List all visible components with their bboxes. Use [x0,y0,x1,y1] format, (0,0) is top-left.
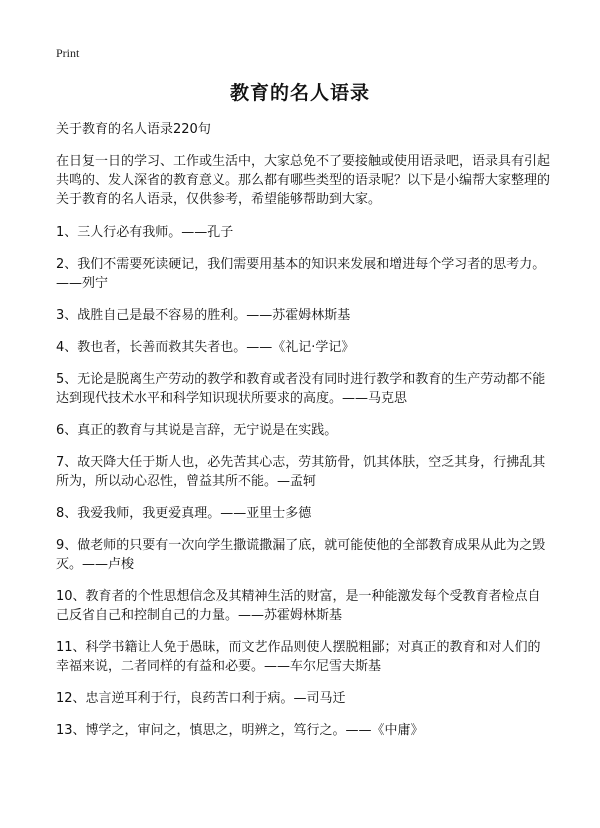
quote-item: 10、教育者的个性思想信念及其精神生活的财富，是一种能激发每个受教育者检点自己反省自己和控制自己的力量。——苏霍姆林斯基 [56,589,541,623]
quote-item: 4、教也者，长善而救其失者也。——《礼记·学记》 [56,340,355,355]
quote-item: 2、我们不需要死读硬记，我们需要用基本的知识来发展和增进每个学习者的思考力。——列宁 [56,257,546,291]
quote-item: 7、故天降大任于斯人也，必先苦其心志，劳其筋骨，饥其体肤，空乏其身，行拂乱其所为，所以动心忍性，曾益其所不能。—孟轲 [56,455,546,489]
print-label: Print [56,46,80,60]
page-title: 教育的名人语录 [229,82,370,104]
quote-list [56,223,550,740]
quote-item: 9、做老师的只要有一次向学生撒谎撒漏了底，就可能使他的全部教育成果从此为之毁灭。——卢梭 [56,538,546,572]
intro-paragraph: 在日复一日的学习、工作或生活中，大家总免不了要接触或使用语录吧，语录具有引起共鸣的、发人深省的教育意义。那么都有哪些类型的语录呢？以下是小编帮大家整理的关于教育的名人语录，仅供参考，希望能够帮助到大家。 [56,154,551,207]
quote-item: 11、科学书籍让人免于愚昧，而文艺作品则使人摆脱粗鄙；对真正的教育和对人们的幸福来说，二者同样的有益和必要。——车尔尼雪夫斯基 [56,640,541,674]
quote-item: 13、博学之，审问之，慎思之，明辨之，笃行之。——《中庸》 [56,723,424,738]
quote-item: 6、真正的教育与其说是言辞，无宁说是在实践。 [56,423,338,438]
quote-item: 12、忠言逆耳利于行，良药苦口利于病。—司马迁 [56,691,346,706]
quote-item: 3、战胜自己是最不容易的胜利。——苏霍姆林斯基 [56,308,351,323]
quote-item: 5、无论是脱离生产劳动的教学和教育或者没有同时进行教学和教育的生产劳动都不能达到现代技术水平和科学知识现状所要求的高度。——马克思 [56,372,546,406]
document-body [56,120,550,753]
quote-item: 1、三人行必有我师。——孔子 [56,225,234,240]
quote-item: 8、我爱我师，我更爱真理。——亚里士多德 [56,506,312,521]
document-subtitle: 关于教育的名人语录220句 [56,122,211,137]
